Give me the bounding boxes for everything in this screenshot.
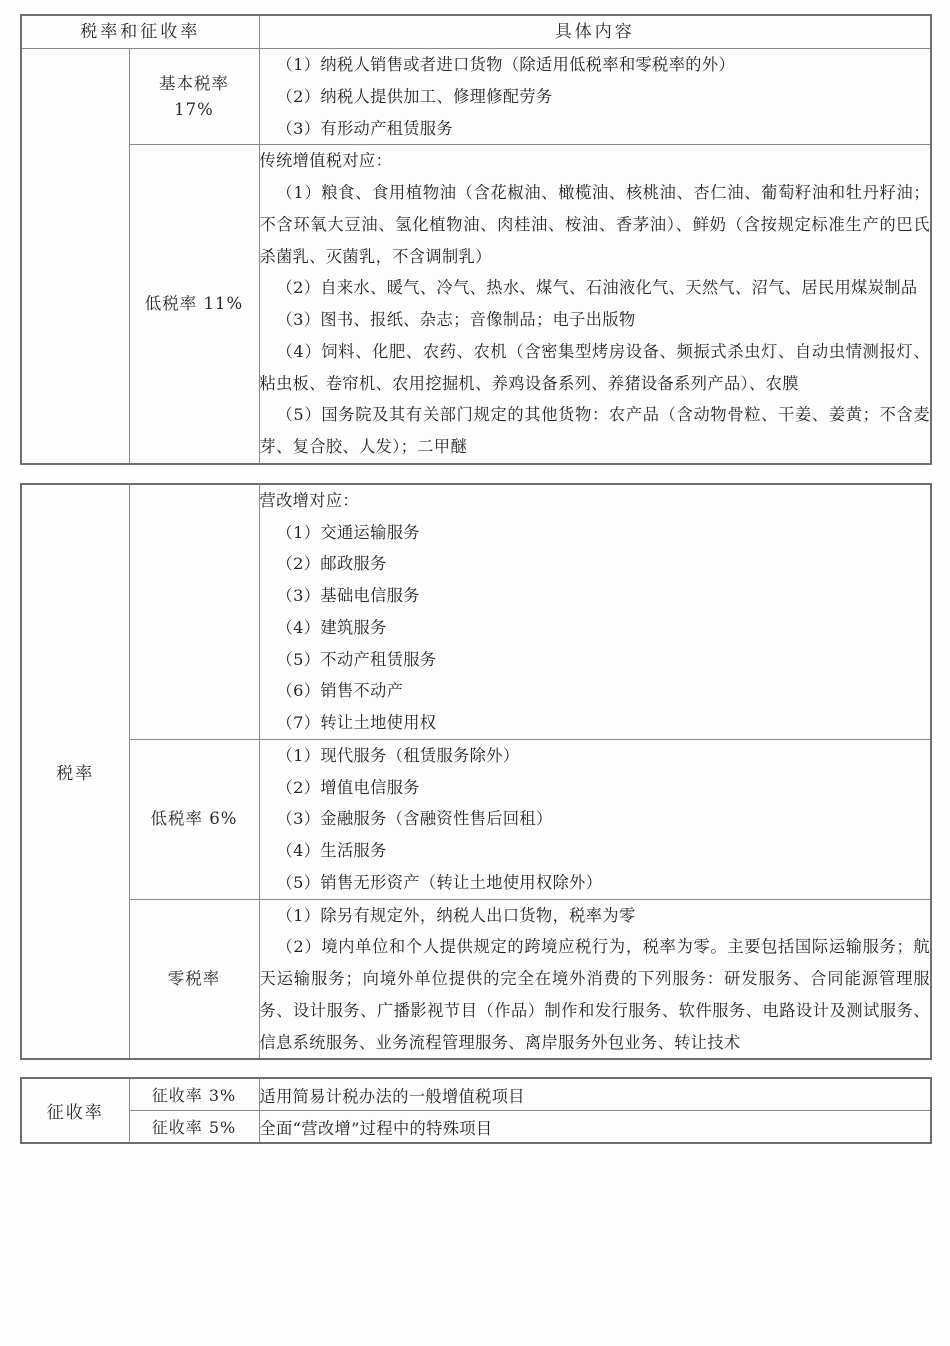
tax-rate-table-block-1 [20,14,932,465]
rate-label-line1: 基本税率 [159,74,229,94]
group-label-rate-cell [21,49,129,464]
rate-label-line1: 零税率 [167,969,221,989]
content-item: （1）除另有规定外，纳税人出口货物，税率为零 [276,905,636,925]
content-item: （3）金融服务（含融资性售后回租） [276,809,553,829]
content-item: （4）饲料、化肥、农药、农机（含密集型烤房设备、频振式杀虫灯、自动虫情测报灯、粘虫板、卷帘机、农用挖掘机、养鸡设备系列、养猪设备系列产品）、农膜 [259,341,930,393]
content-item: （1）交通运输服务 [276,522,420,542]
content-item: （5）销售无形资产（转让土地使用权除外） [276,872,603,892]
content-cell-collection-3: 适用简易计税办法的一般增值税项目 [259,1078,931,1111]
content-cell-low-11-btv [259,484,931,740]
table-row [21,899,931,1059]
content-item: （2）境内单位和个人提供规定的跨境应税行为，税率为零。主要包括国际运输服务；航天运输服务；向境外单位提供的完全在境外消费的下列服务：研发服务、合同能源管理服务、设计服务、广播影视节目（作品）制作和发行服务、软件服务、电路设计及测试服务、信息系统服务、业务流程管理服务、离岸服务外包业务、转让技术 [259,937,930,1052]
tax-rate-table-block-2 [20,483,932,1061]
table-row [21,484,931,740]
content-item: （7）转让土地使用权 [276,713,437,732]
table-row [21,145,931,464]
content-item: （1）纳税人销售或者进口货物（除适用低税率和零税率的外） [276,55,736,74]
table-row [21,1111,931,1144]
content-item: （2）邮政服务 [276,554,387,574]
content-item: （4）建筑服务 [276,617,387,637]
content-item: （1）现代服务（租赁服务除外） [276,745,520,765]
content-cell-low-11-traditional [259,145,931,464]
collection-rate-table-block-3 [20,1077,932,1144]
content-cell-zero-rate [259,899,931,1059]
rate-label-zero [129,899,259,1059]
table-row [21,49,931,145]
content-item: （2）纳税人提供加工、修理修配劳务 [276,86,553,106]
group-label-collection-rate: 征收率 [21,1078,129,1143]
table-row [21,739,931,899]
block-separator-gap [20,465,930,483]
content-item: （6）销售不动产 [276,681,404,701]
rate-label-line2: 17% [174,99,214,119]
header-content-column: 具体内容 [259,15,931,49]
table-row [21,1078,931,1111]
content-item: （3）图书、报纸、杂志；音像制品；电子出版物 [276,310,636,329]
content-cell-collection-5: 全面“营改增”过程中的特殊项目 [259,1111,931,1144]
content-lead: 营改增对应： [259,490,360,510]
rate-label-basic-17 [129,49,259,145]
content-lead: 传统增值税对应： [259,151,393,171]
content-item: （1）粮食、食用植物油（含花椒油、橄榄油、核桃油、杏仁油、葡萄籽油和牡丹籽油；不含环氧大豆油、氢化植物油、肉桂油、桉油、香茅油）、鲜奶（含按规定标准生产的巴氏杀菌乳、灭菌乳，不含调制乳） [259,183,930,266]
content-cell-basic-17 [259,49,931,145]
content-item: （4）生活服务 [276,841,387,860]
block-separator-gap [20,1060,930,1077]
content-item: （2）自来水、暖气、冷气、热水、煤气、石油液化气、天然气、沼气、居民用煤炭制品 [276,278,918,298]
rate-label-low-11-continued [129,484,259,740]
group-label-tax-rate: 税率 [21,484,129,1060]
content-item: （2）增值电信服务 [276,777,420,797]
rate-label-collection-3: 征收率 3% [129,1078,259,1111]
table-header-row [21,15,931,49]
rate-label-collection-5: 征收率 5% [129,1111,259,1144]
content-item: （3）有形动产租赁服务 [276,118,454,138]
rate-label-line1: 低税率 11% [144,294,244,314]
content-item: （3）基础电信服务 [276,586,420,605]
rate-label-low-11 [129,145,259,464]
header-rate-column: 税率和征收率 [21,15,259,49]
rate-label-low-6 [129,739,259,899]
content-item: （5）不动产租赁服务 [276,649,437,669]
rate-label-line1: 低税率 6% [150,809,238,829]
content-item: （5）国务院及其有关部门规定的其他货物：农产品（含动物骨粒、干姜、姜黄；不含麦芽、复合胶、人发）；二甲醚 [259,405,930,456]
content-cell-low-6 [259,739,931,899]
